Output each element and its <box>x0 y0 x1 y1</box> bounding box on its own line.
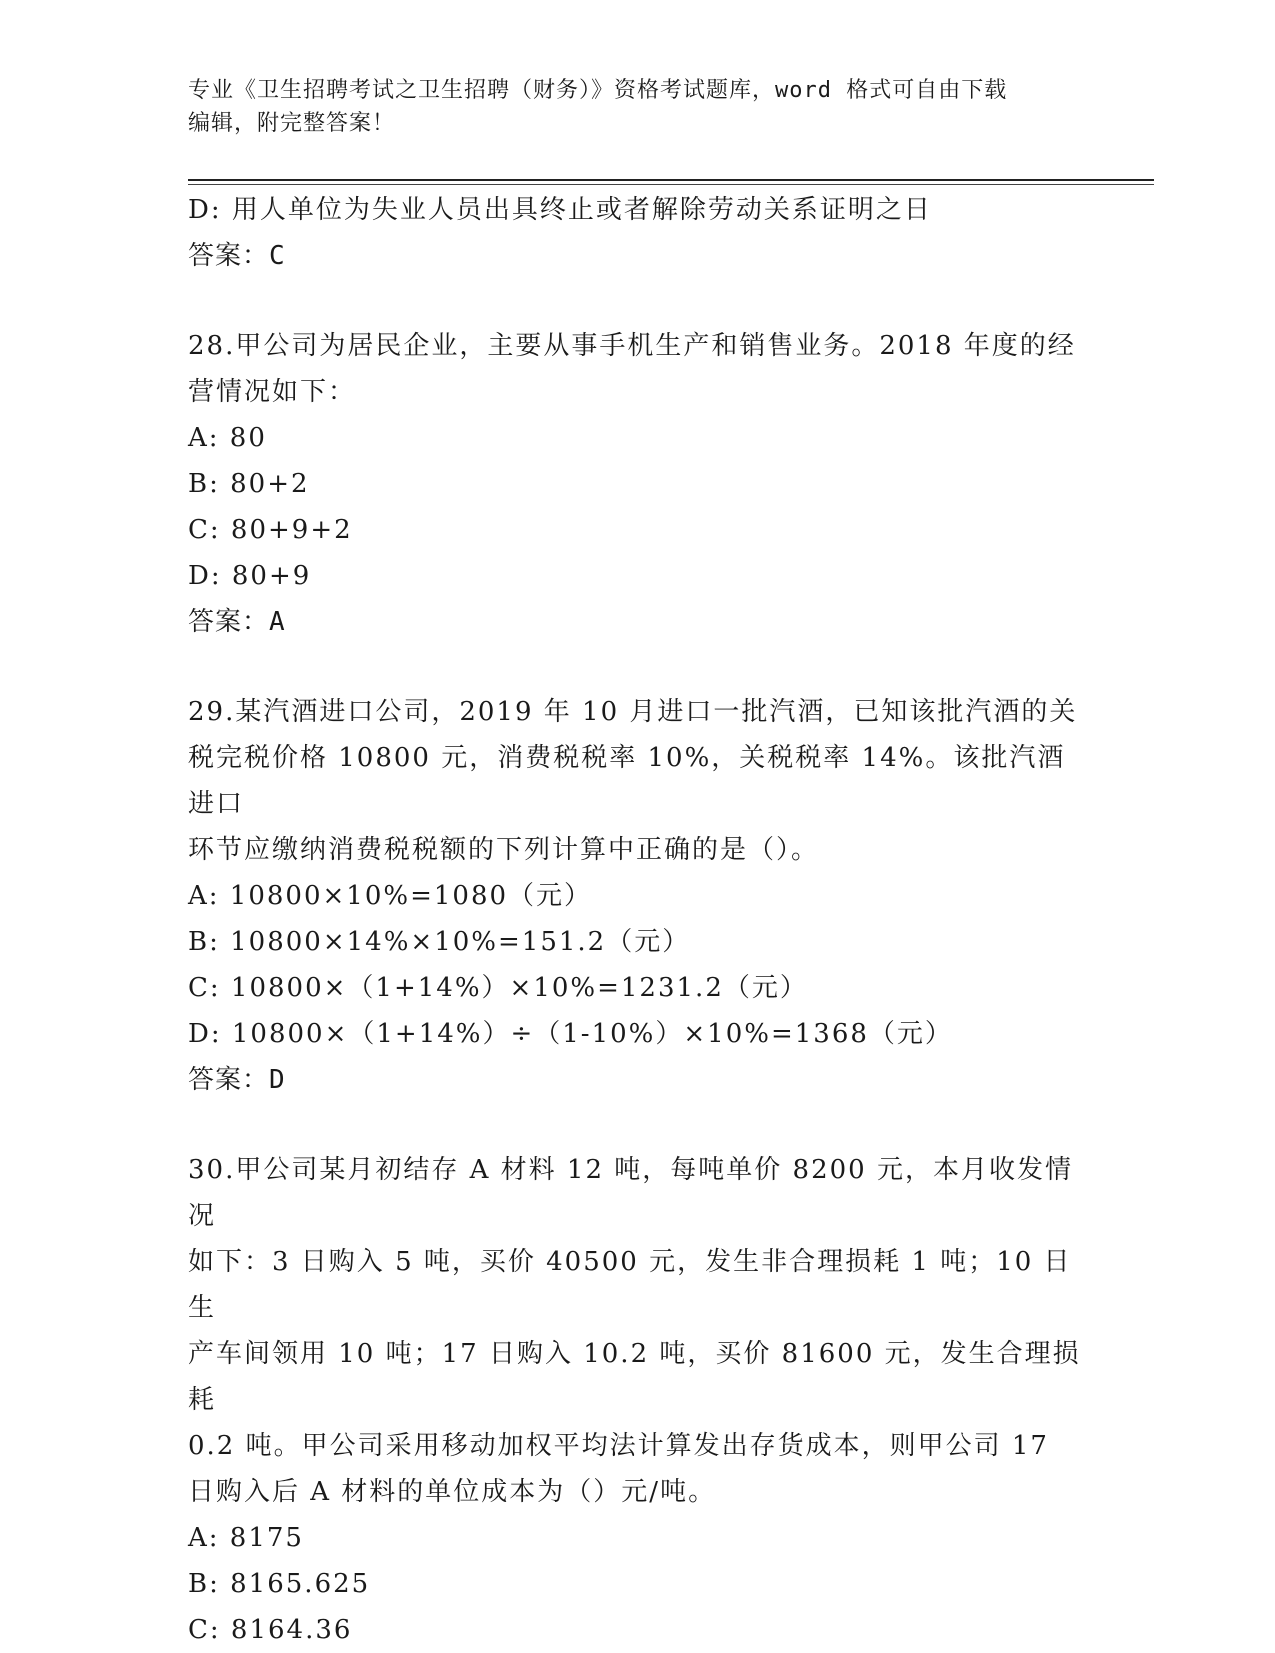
question-stem: 29.某汽酒进口公司，2019 年 10 月进口一批汽酒，已知该批汽酒的关 税完税价格 10800 元，消费税税率 10%，关税税率 14%。该批汽酒进口 环节应缴纳消费税税额的下列计算中正确的是（）。 <box>188 697 1078 865</box>
option-b: B: 8165.625 <box>188 1569 371 1599</box>
spacer <box>188 1103 1088 1147</box>
question-29 <box>188 689 1088 1103</box>
answer-line: 答案：C <box>188 241 286 271</box>
header-line-2: 编辑，附完整答案！ <box>188 111 396 136</box>
option-b: B: 80+2 <box>188 469 310 499</box>
option-c: C: 80+9+2 <box>188 515 353 545</box>
document-header <box>188 74 1088 140</box>
option-d: D: 80+9 <box>188 561 312 591</box>
question-30 <box>188 1147 1088 1653</box>
answer-line: 答案：A <box>188 607 286 637</box>
option-c: C: 10800×（1+14%）×10%=1231.2（元） <box>188 973 808 1003</box>
previous-question-tail <box>188 187 1088 279</box>
option-a: A: 8175 <box>188 1523 304 1553</box>
answer-line: 答案：D <box>188 1065 286 1095</box>
question-stem: 30.甲公司某月初结存 A 材料 12 吨，每吨单价 8200 元，本月收发情况 如下：3 日购入 5 吨，买价 40500 元，发生非合理损耗 1 吨；10 日生 产车间领用 10 吨；17 日购入 10.2 吨，买价 81600 元，发生合理损耗 0.2 吨。甲公司采用移动加权平均法计算发出存货成本，则甲公司 17 日购入后 A 材料的单位成本为（）元/吨。 <box>188 1155 1081 1507</box>
spacer <box>188 279 1088 323</box>
option-d: D: 10800×（1+14%）÷（1-10%）×10%=1368（元） <box>188 1019 953 1049</box>
spacer <box>188 645 1088 689</box>
option-b: B: 10800×14%×10%=151.2（元） <box>188 927 691 957</box>
option-c: C: 8164.36 <box>188 1615 353 1645</box>
header-rule-thick <box>188 179 1154 181</box>
header-rule-thin <box>188 184 1154 185</box>
option-d: D: 用人单位为失业人员出具终止或者解除劳动关系证明之日 <box>188 195 932 225</box>
option-a: A: 80 <box>188 423 267 453</box>
question-stem: 28.甲公司为居民企业，主要从事手机生产和销售业务。2018 年度的经 营情况如下： <box>188 331 1076 407</box>
option-a: A: 10800×10%=1080（元） <box>188 881 593 911</box>
document-body <box>188 187 1088 1653</box>
header-line-1: 专业《卫生招聘考试之卫生招聘（财务）》资格考试题库，word 格式可自由下载 <box>188 78 1008 103</box>
question-28 <box>188 323 1088 645</box>
